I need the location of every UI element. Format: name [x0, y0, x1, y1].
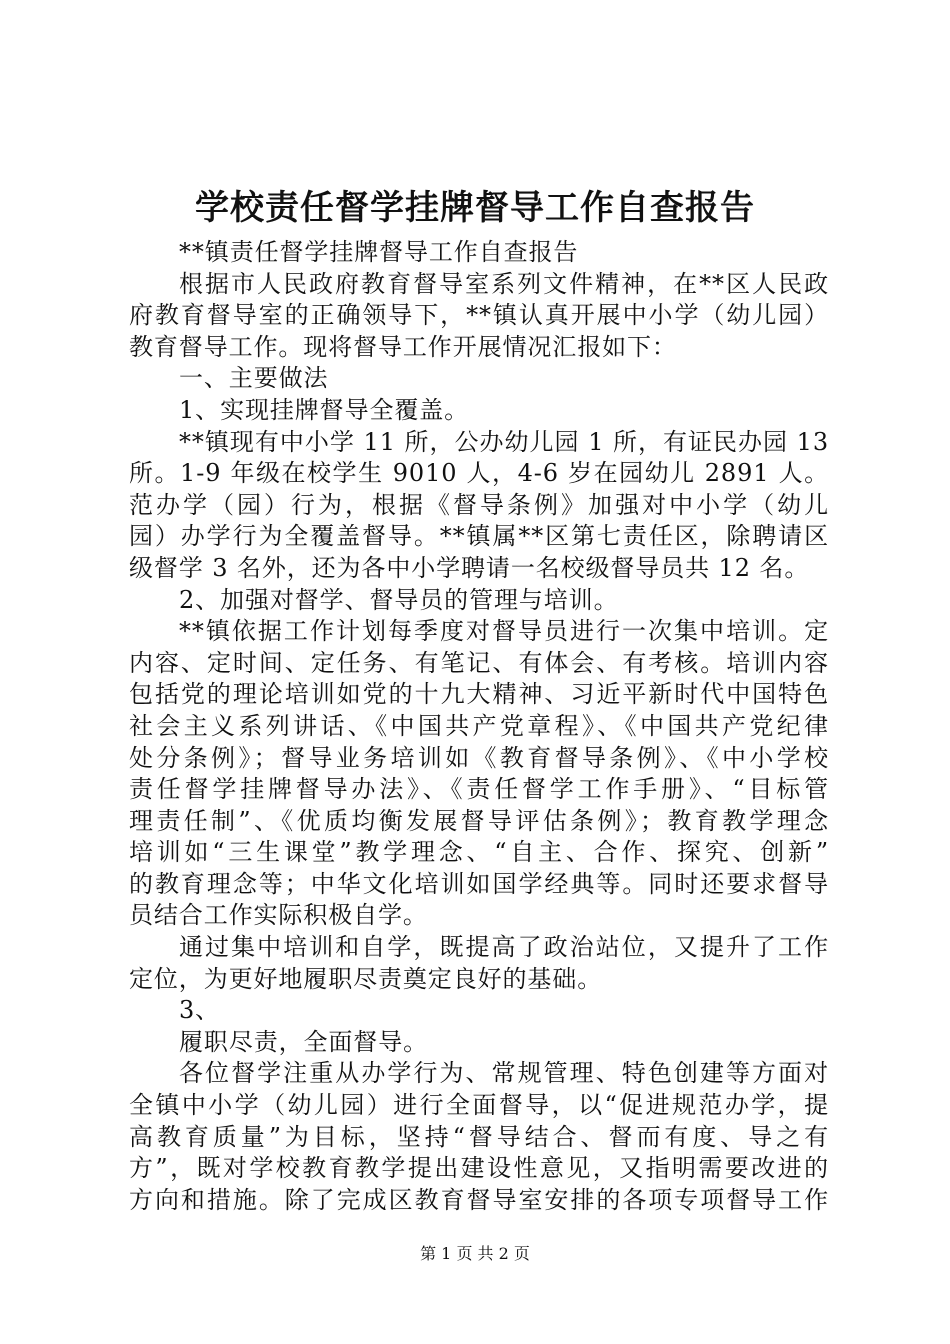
- document-body: [129, 237, 829, 1216]
- text-line: 定位，为更好地履职尽责奠定良好的基础。: [129, 964, 603, 993]
- page-number: 第 1 页 共 2 页: [420, 1244, 530, 1263]
- text-line: **镇责任督学挂牌督导工作自查报告: [179, 238, 579, 266]
- text-line: **镇依据工作计划每季度对督导员进行一次集中培训。定: [179, 617, 829, 646]
- text-line: 府教育督导室的正确领导下，**镇认真开展中小学（幼儿园）: [129, 301, 829, 330]
- document-title: 学校责任督学挂牌督导工作自查报告: [195, 188, 755, 228]
- text-line: 级督学 3 名外，还为各中小学聘请一名校级督导员共 12 名。: [129, 553, 810, 582]
- text-line: 方向和措施。除了完成区教育督导室安排的各项专项督导工作: [129, 1185, 829, 1214]
- text-line: 园）办学行为全覆盖督导。**镇属**区第七责任区，除聘请区: [129, 522, 829, 551]
- text-line: 根据市人民政府教育督导室系列文件精神，在**区人民政: [179, 269, 829, 298]
- text-line: 社会主义系列讲话、《中国共产党章程》、《中国共产党纪律: [129, 711, 829, 740]
- text-line: 理责任制”、《优质均衡发展督导评估条例》；教育教学理念: [129, 806, 829, 835]
- text-line: 范办学（园）行为，根据《督导条例》加强对中小学（幼儿: [129, 490, 829, 519]
- text-line: 履职尽责，全面督导。: [179, 1027, 428, 1056]
- text-line: 全镇中小学（幼儿园）进行全面督导，以“促进规范办学，提: [129, 1091, 829, 1120]
- text-line: 一、主要做法: [179, 364, 329, 393]
- text-line: 责任督学挂牌督导办法》、《责任督学工作手册》、“目标管: [129, 775, 829, 804]
- text-line: 2、加强对督学、督导员的管理与培训。: [179, 585, 619, 614]
- text-line: 教育督导工作。现将督导工作开展情况汇报如下：: [129, 332, 677, 361]
- text-line: 培训如“三生课堂”教学理念、“自主、合作、探究、创新”: [129, 838, 829, 867]
- text-line: 各位督学注重从办学行为、常规管理、特色创建等方面对: [179, 1059, 829, 1088]
- text-line: 方”，既对学校教育教学提出建设性意见，又指明需要改进的: [129, 1154, 829, 1183]
- text-line: 3、: [179, 996, 221, 1025]
- text-line: 处分条例》；督导业务培训如《教育督导条例》、《中小学校: [129, 743, 829, 772]
- text-line: 包括党的理论培训如党的十九大精神、习近平新时代中国特色: [129, 680, 829, 709]
- text-line: 员结合工作实际积极自学。: [129, 901, 428, 930]
- text-line: 内容、定时间、定任务、有笔记、有体会、有考核。培训内容: [129, 648, 829, 677]
- text-line: 的教育理念等；中华文化培训如国学经典等。同时还要求督导: [129, 869, 829, 898]
- text-line: 1、实现挂牌督导全覆盖。: [179, 395, 470, 424]
- text-line: 高教育质量”为目标，坚持“督导结合、督而有度、导之有: [129, 1122, 829, 1151]
- text-line: 所。1-9 年级在校学生 9010 人，4-6 岁在园幼儿 2891 人。: [129, 459, 829, 488]
- text-line: 通过集中培训和自学，既提高了政治站位，又提升了工作: [179, 933, 829, 962]
- text-line: **镇现有中小学 11 所，公办幼儿园 1 所，有证民办园 13: [179, 427, 829, 456]
